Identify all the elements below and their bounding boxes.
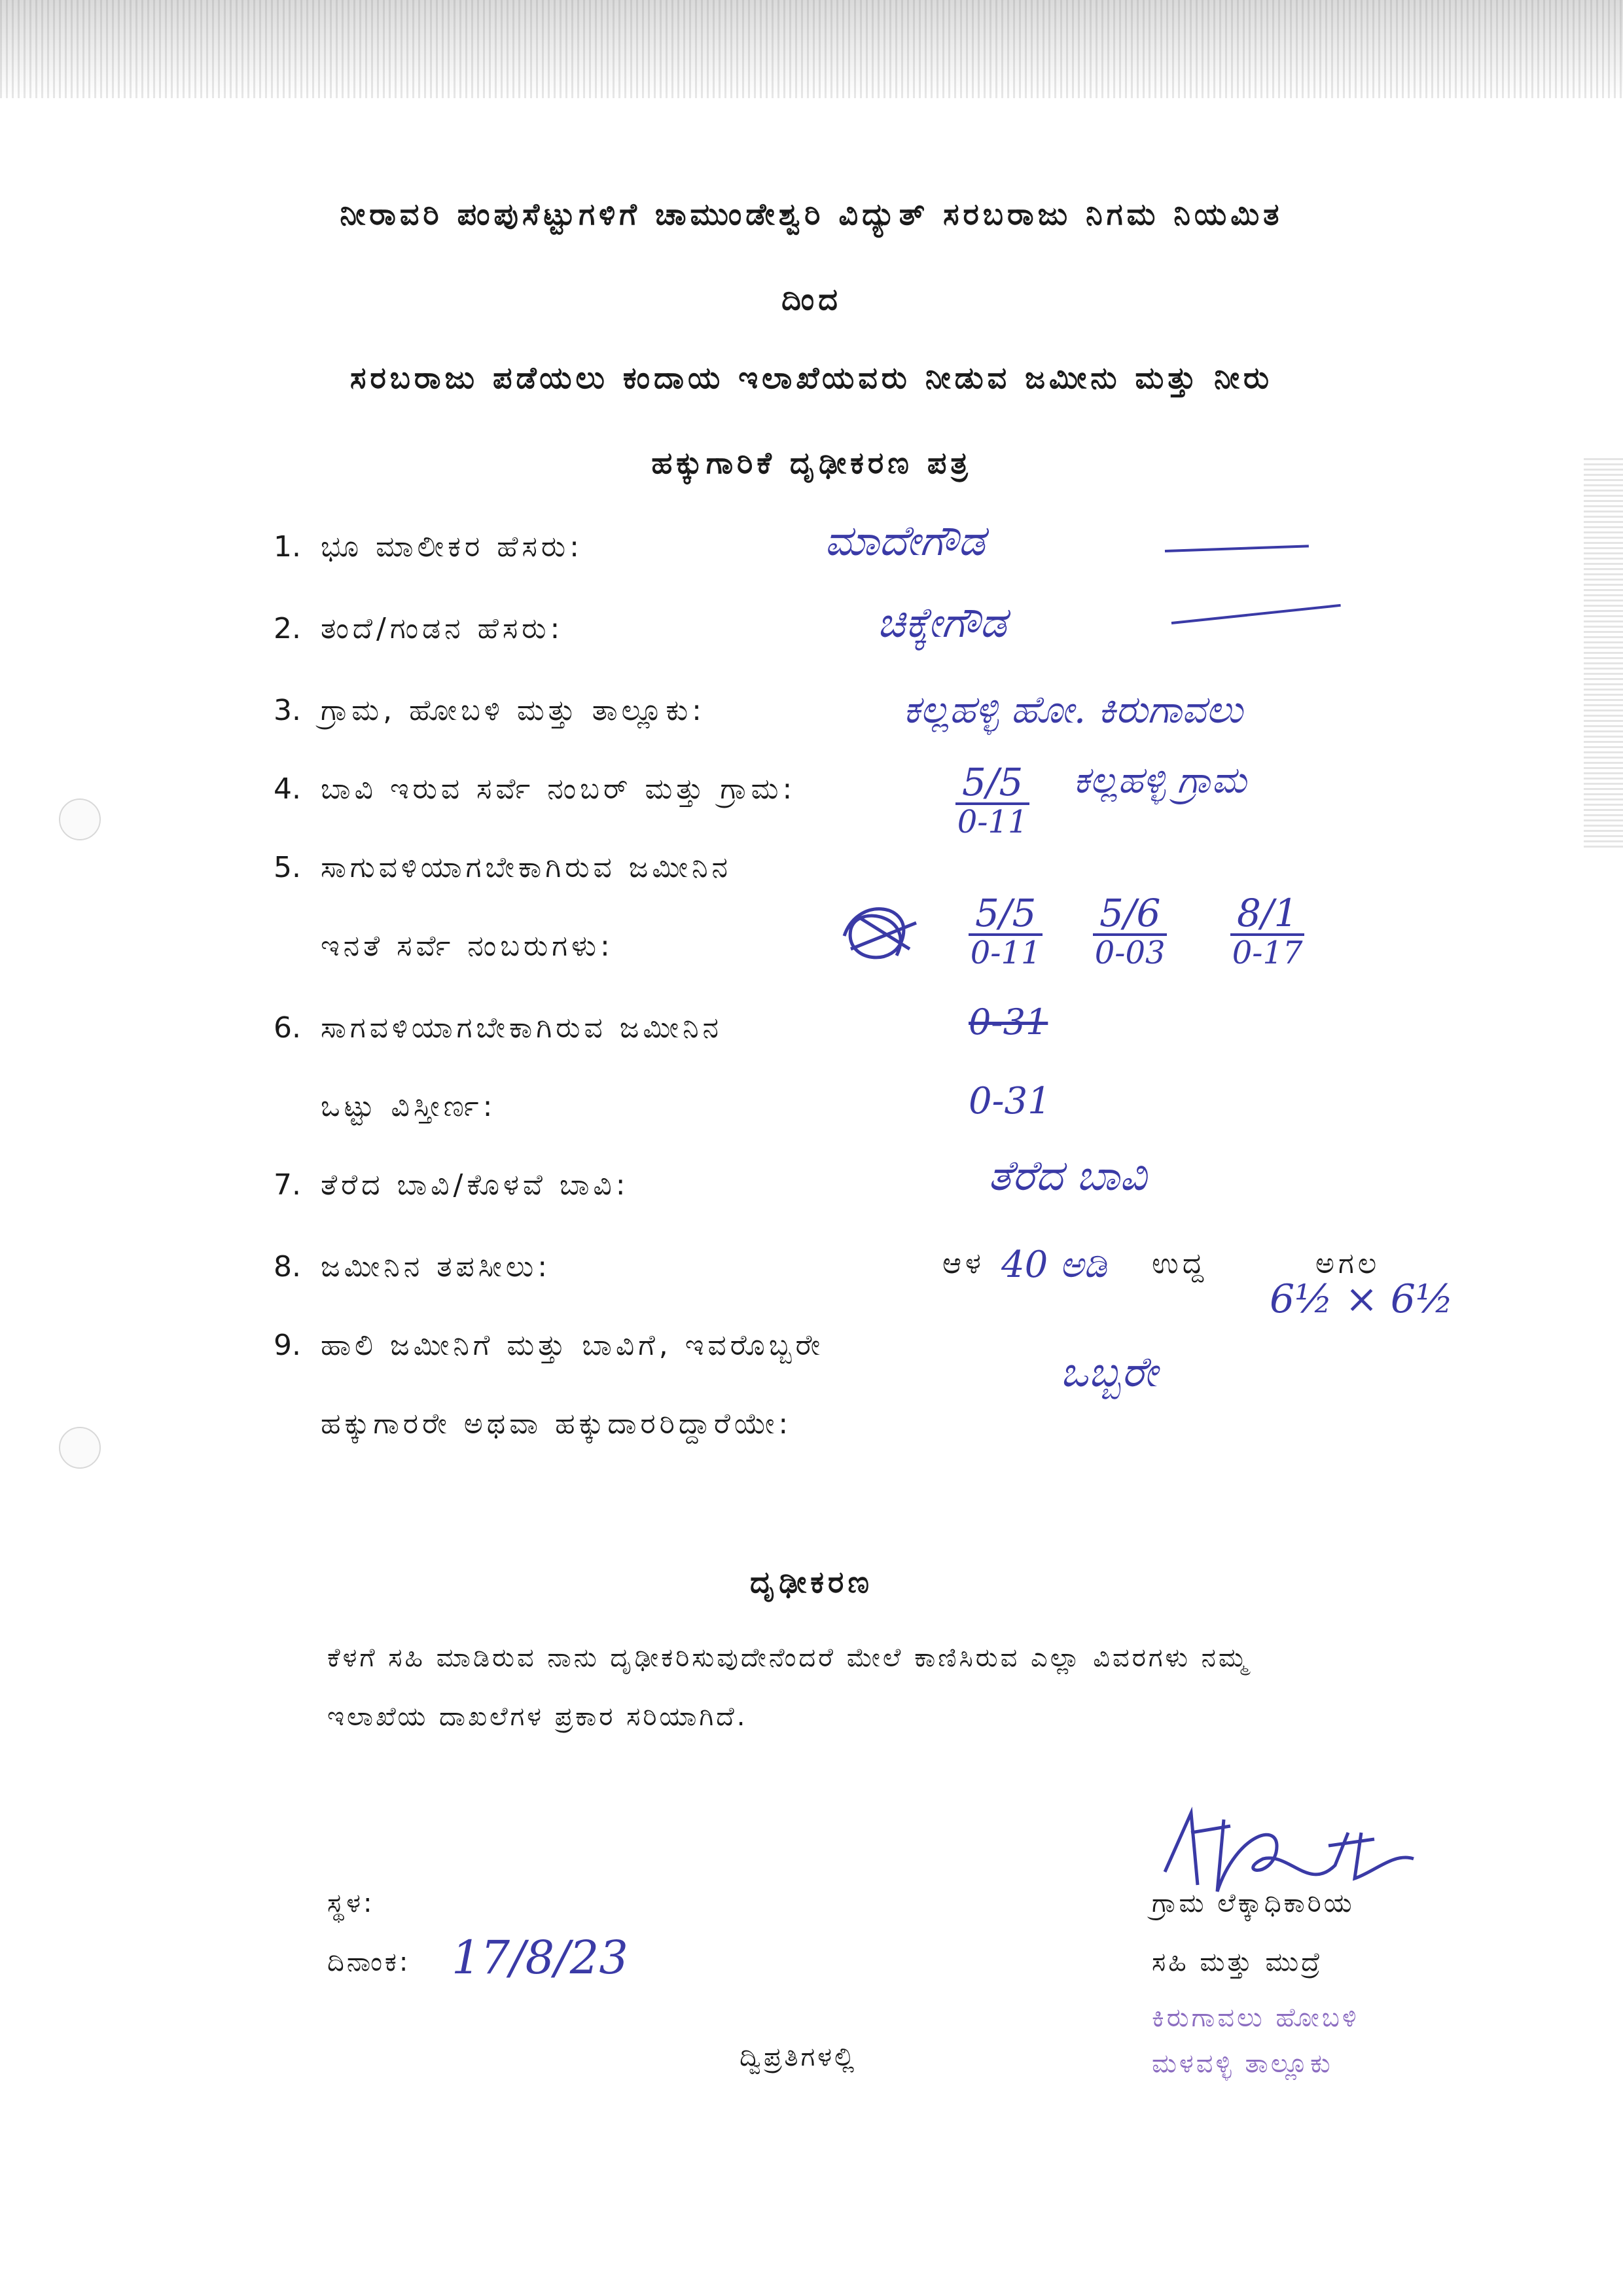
title-line-3: ಸರಬರಾಜು ಪಡೆಯಲು ಕಂದಾಯ ಇಲಾಖೆಯವರು ನೀಡುವ ಜಮೀನು ಮತ್ತು ನೀರು [350, 360, 1273, 395]
owner-name-value: ಮಾದೇಗೌಡ [825, 517, 985, 565]
scribble-mark [831, 890, 929, 975]
owner-name-label: ಭೂ ಮಾಲೀಕರ ಹೆಸರು: [321, 530, 583, 564]
place-label: ಸ್ಥಳ: [327, 1888, 375, 1918]
survey-number: 5/5 [969, 893, 1043, 936]
date-value: 17/8/23 [452, 1931, 628, 1984]
item-number: 5. [274, 851, 301, 884]
father-name-value: ಚಿಕ್ಕೇಗೌಡ [877, 599, 1007, 647]
well-survey-label: ಬಾವಿ ಇರುವ ಸರ್ವೆ ನಂಬರ್ ಮತ್ತು ಗ್ರಾಮ: [321, 772, 796, 806]
width-label: ಅಗಲ [1315, 1247, 1381, 1280]
well-survey-area: 0-11 [957, 803, 1028, 840]
depth-label: ಆಳ [942, 1247, 985, 1280]
depth-value: 40 ಅಡಿ [1001, 1244, 1107, 1286]
scan-side-noise [1584, 458, 1623, 851]
survey-area: 0-03 [1094, 934, 1166, 971]
survey-fraction [1230, 893, 1304, 971]
item-number: 2. [274, 612, 301, 645]
blank-line-mark [1165, 545, 1309, 552]
father-name-label: ತಂದೆ/ಗಂಡನ ಹೆಸರು: [321, 612, 564, 645]
well-village-value: ಕಲ್ಲಹಳ್ಳಿ ಗ್ರಾಮ [1073, 759, 1247, 802]
item-number: 7. [274, 1168, 301, 1202]
village-hobli-taluk-label: ಗ್ರಾಮ, ಹೋಬಳಿ ಮತ್ತು ತಾಲ್ಲೂಕು: [321, 694, 706, 727]
item-number: 8. [274, 1250, 301, 1283]
item-number: 4. [274, 772, 301, 806]
stamp-line-1: ಕಿರುಗಾವಲು ಹೋಬಳಿ [1152, 2003, 1359, 2033]
well-survey-number: 5/5 [955, 762, 1029, 805]
certification-heading: ದೃಢೀಕರಣ [750, 1564, 873, 1600]
blank-line-mark [1171, 604, 1341, 624]
punch-hole [59, 1427, 101, 1469]
survey-number: 8/1 [1230, 893, 1304, 936]
survey-area: 0-11 [970, 934, 1041, 971]
total-area-value: 0-31 [969, 1080, 1051, 1122]
item-number: 9. [274, 1329, 301, 1362]
other-surveys-label-2: ಇನತೆ ಸರ್ವೆ ನಂಬರುಗಳು: [321, 929, 614, 963]
scan-edge-noise [0, 0, 1623, 98]
title-line-1: ನೀರಾವರಿ ಪಂಪುಸೆಟ್ಟುಗಳಿಗೆ ಚಾಮುಂಡೇಶ್ವರಿ ವಿದ್ಯುತ್ ಸರಬರಾಜು ನಿಗಮ ನಿಯಮಿತ [340, 196, 1283, 232]
punch-hole [59, 798, 101, 840]
survey-fraction [1093, 893, 1167, 971]
survey-area: 0-17 [1232, 934, 1303, 971]
officer-title: ಗ್ರಾಮ ಲೆಕ್ಕಾಧಿಕಾರಿಯ [1152, 1888, 1355, 1918]
other-surveys-label-1: ಸಾಗುವಳಿಯಾಗಬೇಕಾಗಿರುವ ಜಮೀನಿನ [321, 851, 732, 884]
village-hobli-taluk-value: ಕಲ್ಲಹಳ್ಳಿ ಹೋ. ಕಿರುಗಾವಲು [903, 687, 1243, 732]
land-details-label: ಜಮೀನಿನ ತಪಸೀಲು: [321, 1250, 552, 1283]
well-type-value: ತೆರೆದ ಬಾವಿ [988, 1152, 1147, 1200]
item-number: 1. [274, 530, 301, 564]
well-type-label: ತೆರೆದ ಬಾವಿ/ಕೊಳವೆ ಬಾವಿ: [321, 1168, 630, 1202]
title-line-4: ಹಕ್ಕುಗಾರಿಕೆ ದೃಢೀಕರಣ ಪತ್ರ [651, 445, 972, 480]
sole-owner-value: ಒಬ್ಬರೇ [1060, 1348, 1158, 1397]
officer-sign-seal: ಸಹಿ ಮತ್ತು ಮುದ್ರೆ [1152, 1947, 1323, 1977]
dimensions-value: 6½ × 6½ [1270, 1276, 1454, 1322]
sole-owner-label-2: ಹಕ್ಕುಗಾರರೇ ಅಥವಾ ಹಕ್ಕುದಾರರಿದ್ದಾರೆಯೇ: [321, 1407, 793, 1441]
copies-note: ದ್ವಿಪ್ರತಿಗಳಲ್ಲಿ [740, 2042, 857, 2072]
stamp-line-2: ಮಳವಳ್ಳಿ ತಾಲ್ಲೂಕು [1152, 2049, 1333, 2079]
survey-number: 5/6 [1093, 893, 1167, 936]
title-line-2: ದಿಂದ [781, 281, 842, 317]
survey-fraction [969, 893, 1043, 971]
date-label: ದಿನಾಂಕ: [327, 1947, 411, 1977]
item-number: 6. [274, 1011, 301, 1045]
length-label: ಉದ್ದ [1152, 1247, 1208, 1280]
certification-text-line-1: ಕೆಳಗೆ ಸಹಿ ಮಾಡಿರುವ ನಾನು ದೃಢೀಕರಿಸುವುದೇನೆಂದರೆ ಮೇಲೆ ಕಾಣಿಸಿರುವ ಎಲ್ಲಾ ವಿವರಗಳು ನಮ್ಮ [327, 1643, 1250, 1673]
certification-text-line-2: ಇಲಾಖೆಯ ದಾಖಲೆಗಳ ಪ್ರಕಾರ ಸರಿಯಾಗಿದೆ. [327, 1702, 748, 1732]
well-survey-value [955, 762, 1029, 840]
item-number: 3. [274, 694, 301, 727]
total-area-label-1: ಸಾಗವಳಿಯಾಗಬೇಕಾಗಿರುವ ಜಮೀನಿನ [321, 1011, 723, 1045]
total-area-struck-value: 0-31 [969, 1001, 1048, 1043]
total-area-label-2: ಒಟ್ಟು ವಿಸ್ತೀರ್ಣ: [321, 1090, 497, 1123]
sole-owner-label-1: ಹಾಲಿ ಜಮೀನಿಗೆ ಮತ್ತು ಬಾವಿಗೆ, ಇವರೊಬ್ಬರೇ [321, 1329, 825, 1362]
